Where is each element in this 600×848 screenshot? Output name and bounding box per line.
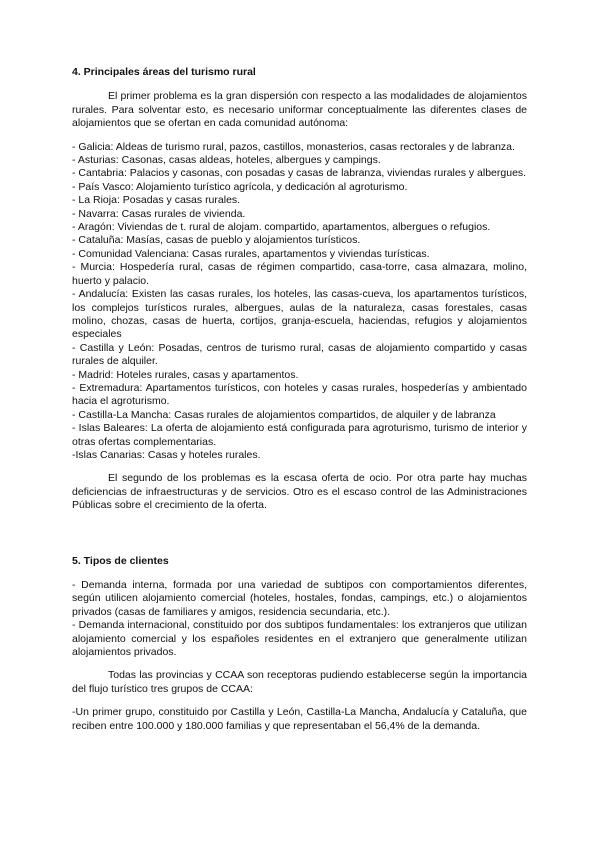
region-cataluna: - Cataluña: Masías, casas de pueblo y alojamientos turísticos. [72, 234, 361, 247]
group-1-paragraph: -Un primer grupo, constituido por Castilla y León, Castilla-La Mancha, Andalucía y Cataluña, que reciben entre 100.000 y 180.000 familias y que representaban el 56,4% de la demanda. [72, 706, 527, 732]
region-aragon: - Aragón: Viviendas de t. rural de alojam. compartido, apartamentos, albergues o refugios. [72, 221, 491, 234]
provinces-paragraph: Todas las provincias y CCAA son receptoras pudiendo establecerse según la importancia del flujo turístico tres grupos de CCAA: [72, 669, 527, 695]
demand-internal: - Demanda interna, formada por una variedad de subtipos con comportamientos diferentes, según utilicen alojamiento comercial (hoteles, hostales, fondas, campings, etc.) o alojamientos privados (casas de familiares y amigos, residencia secundaria, etc.). [72, 579, 527, 618]
regions-list [72, 141, 527, 463]
region-navarra: - Navarra: Casas rurales de vivienda. [72, 207, 246, 220]
region-galicia: - Galicia: Aldeas de turismo rural, pazos, castillos, monasterios, casas rectorales y de labranza. [72, 140, 515, 153]
section-4-intro: El primer problema es la gran dispersión con respecto a las modalidades de alojamientos rurales. Para solventar esto, es necesario uniformar conceptualmente las diferentes clases de alojamientos que se ofertan en cada comunidad autónoma: [72, 90, 527, 130]
section-5-heading: 5. Tipos de clientes [72, 554, 169, 567]
region-islas-baleares: - Islas Baleares: La oferta de alojamiento está configurada para agroturismo, turismo de interior y otras ofertas complementarias. [72, 422, 527, 448]
region-murcia: - Murcia: Hospedería rural, casas de régimen compartido, casa-torre, casa almazara, molino, huerto y palacio. [72, 261, 527, 287]
region-islas-canarias: -Islas Canarias: Casas y hoteles rurales. [72, 448, 261, 461]
demand-international: - Demanda internacional, constituido por dos subtipos fundamentales: los extranjeros que utilizan alojamiento comercial y los españoles residentes en el extranjero que generalmente utilizan alojamientos privados. [72, 619, 527, 659]
region-castilla-la-mancha: - Castilla-La Mancha: Casas rurales de alojamientos compartidos, de alquiler y de labranza [72, 408, 496, 421]
region-comunidad-valenciana: - Comunidad Valenciana: Casas rurales, apartamentos y viviendas turísticas. [72, 247, 430, 260]
region-madrid: - Madrid: Hoteles rurales, casas y apartamentos. [72, 368, 299, 381]
region-asturias: - Asturias: Casonas, casas aldeas, hoteles, albergues y campings. [72, 154, 381, 167]
region-pais-vasco: - País Vasco: Alojamiento turístico agrícola, y dedicación al agroturismo. [72, 180, 408, 193]
section-4-closing: El segundo de los problemas es la escasa oferta de ocio. Por otra parte hay muchas deficiencias de infraestructuras y de servicios. Otro es el escaso control de las Administraciones Públicas sobre el crecimiento de la oferta. [72, 472, 527, 512]
region-cantabria: - Cantabria: Palacios y casonas, con posadas y casas de labranza, viviendas rurales y albergues. [72, 167, 527, 180]
section-4-heading: 4. Principales áreas del turismo rural [72, 66, 256, 78]
document-body [72, 66, 527, 733]
region-andalucia: - Andalucía: Existen las casas rurales, los hoteles, las casas-cueva, los apartamentos turísticos, los complejos turísticos rurales, albergues, aulas de la naturaleza, casas forestales, casas molino, chozas, casas de huerta, cortijos, granja-escuela, haciendas, refugios y alojamientos especiales [72, 288, 527, 341]
demand-list [72, 579, 527, 659]
region-castilla-leon: - Castilla y León: Posadas, centros de turismo rural, casas de alojamiento compartido y casas rurales de alquiler. [72, 341, 527, 368]
region-la-rioja: - La Rioja: Posadas y casas rurales. [72, 194, 241, 207]
region-extremadura: - Extremadura: Apartamentos turísticos, con hoteles y casas rurales, hospederías y ambientado hacia el agroturismo. [72, 381, 527, 408]
